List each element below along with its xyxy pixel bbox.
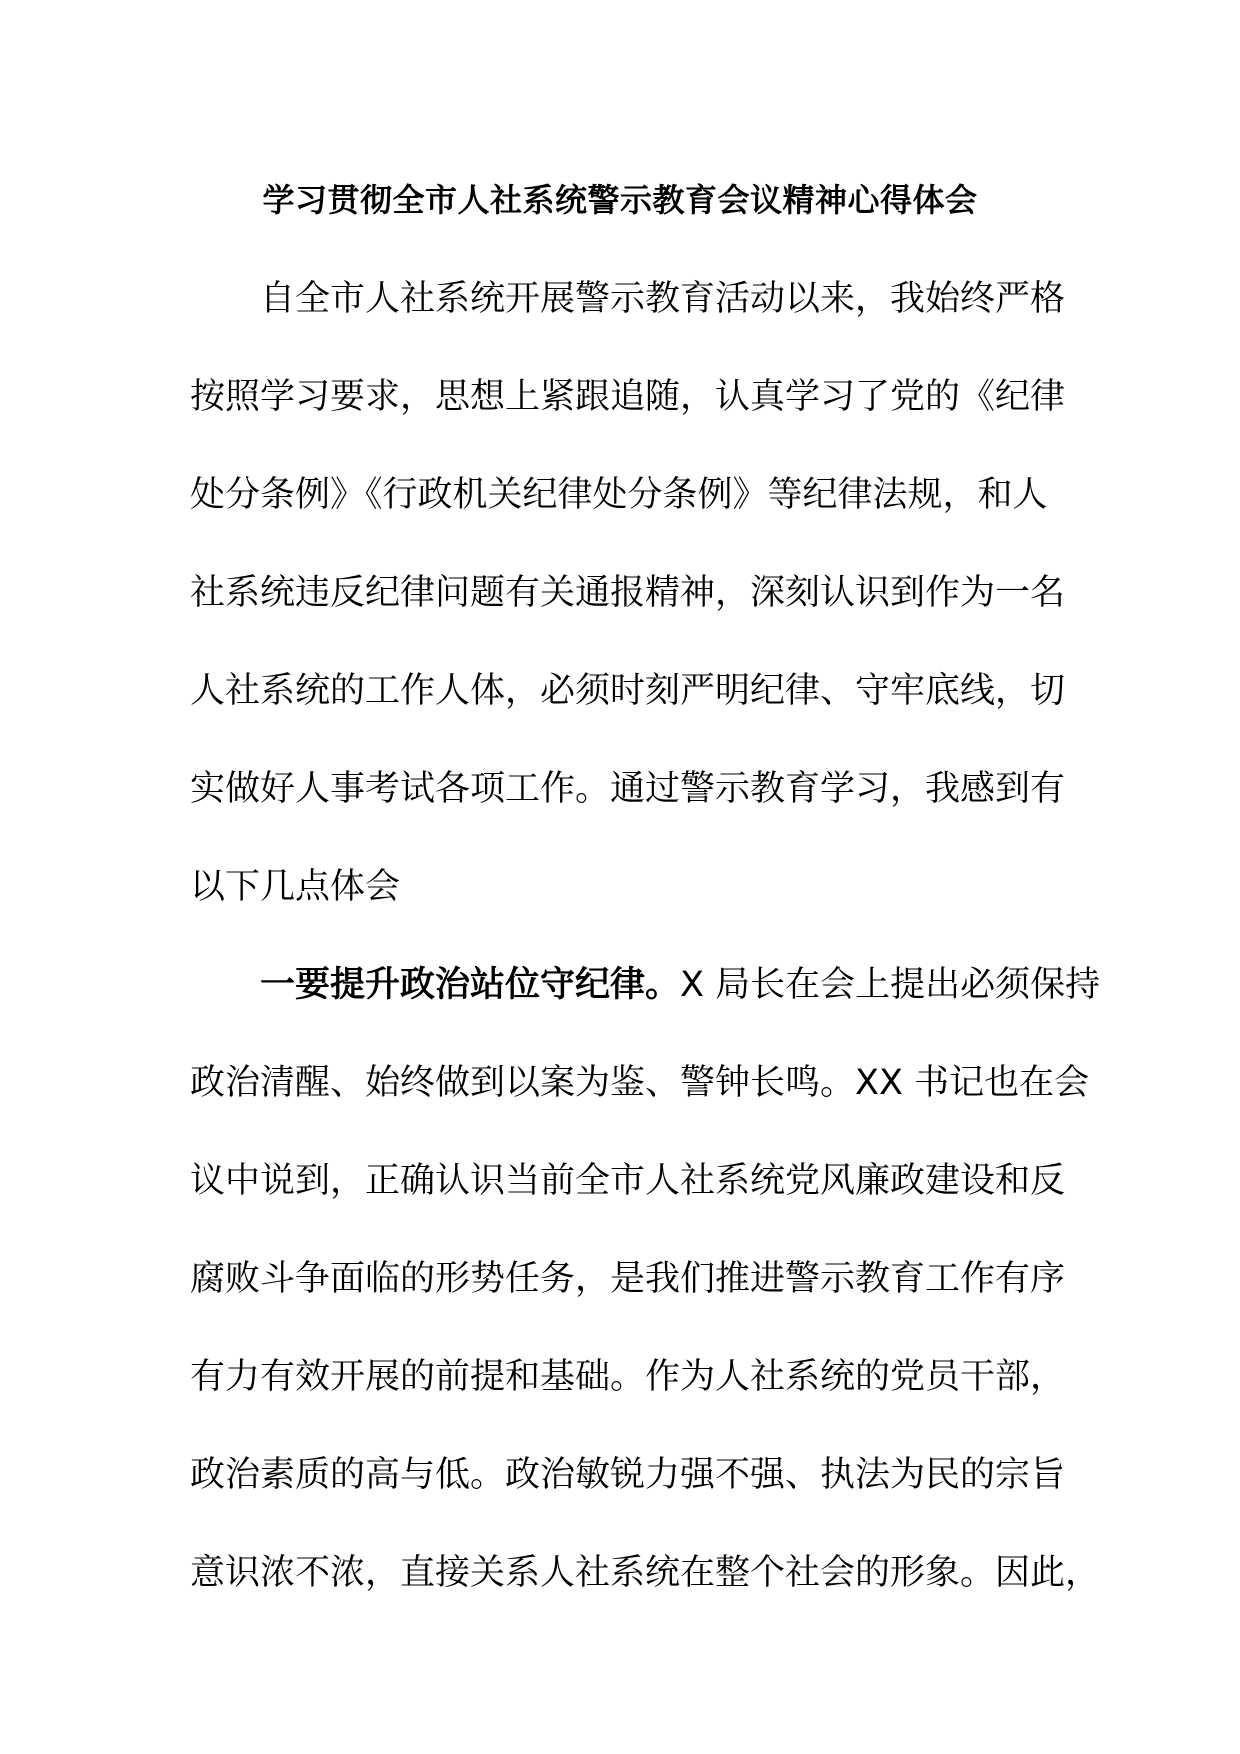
paragraph-line: 政治清醒、始终做到以案为鉴、警钟长鸣。XX 书记也在会 <box>190 1063 1090 1103</box>
paragraph-line: 实做好人事考试各项工作。通过警示教育学习，我感到有 <box>190 769 1066 809</box>
paragraph-line: 按照学习要求，思想上紧跟追随，认真学习了党的《纪律 <box>190 377 1066 417</box>
paragraph-line: 政治素质的高与低。政治敏锐力强不强、执法为民的宗旨 <box>190 1455 1066 1495</box>
paragraph-line: 以下几点体会 <box>190 867 401 907</box>
paragraph-first-line <box>190 936 1101 1034</box>
paragraph-line: 人社系统的工作人体，必须时刻严明纪律、守牢底线，切 <box>190 671 1066 711</box>
paragraph-line: 腐败斗争面临的形势任务，是我们推进警示教育工作有序 <box>190 1259 1066 1299</box>
paragraph-line: 议中说到，正确认识当前全市人社系统党风廉政建设和反 <box>190 1161 1066 1201</box>
document-title: 学习贯彻全市人社系统警示教育会议精神心得体会 <box>262 181 978 219</box>
section-heading: 一要提升政治站位守纪律。 <box>260 965 681 1005</box>
paragraph-line: 处分条例》《行政机关纪律处分条例》等纪律法规，和人 <box>190 475 1048 515</box>
document-body <box>190 250 1101 1622</box>
paragraph-line: 自全市人社系统开展警示教育活动以来，我始终严格 <box>260 279 1066 319</box>
paragraph-line: 社系统违反纪律问题有关通报精神，深刻认识到作为一名 <box>190 573 1066 613</box>
paragraph-line: 意识浓不浓，直接关系人社系统在整个社会的形象。因此， <box>190 1553 1101 1593</box>
paragraph-line: 有力有效开展的前提和基础。作为人社系统的党员干部， <box>190 1357 1066 1397</box>
paragraph-text: X 局长在会上提出必须保持 <box>680 965 1101 1005</box>
